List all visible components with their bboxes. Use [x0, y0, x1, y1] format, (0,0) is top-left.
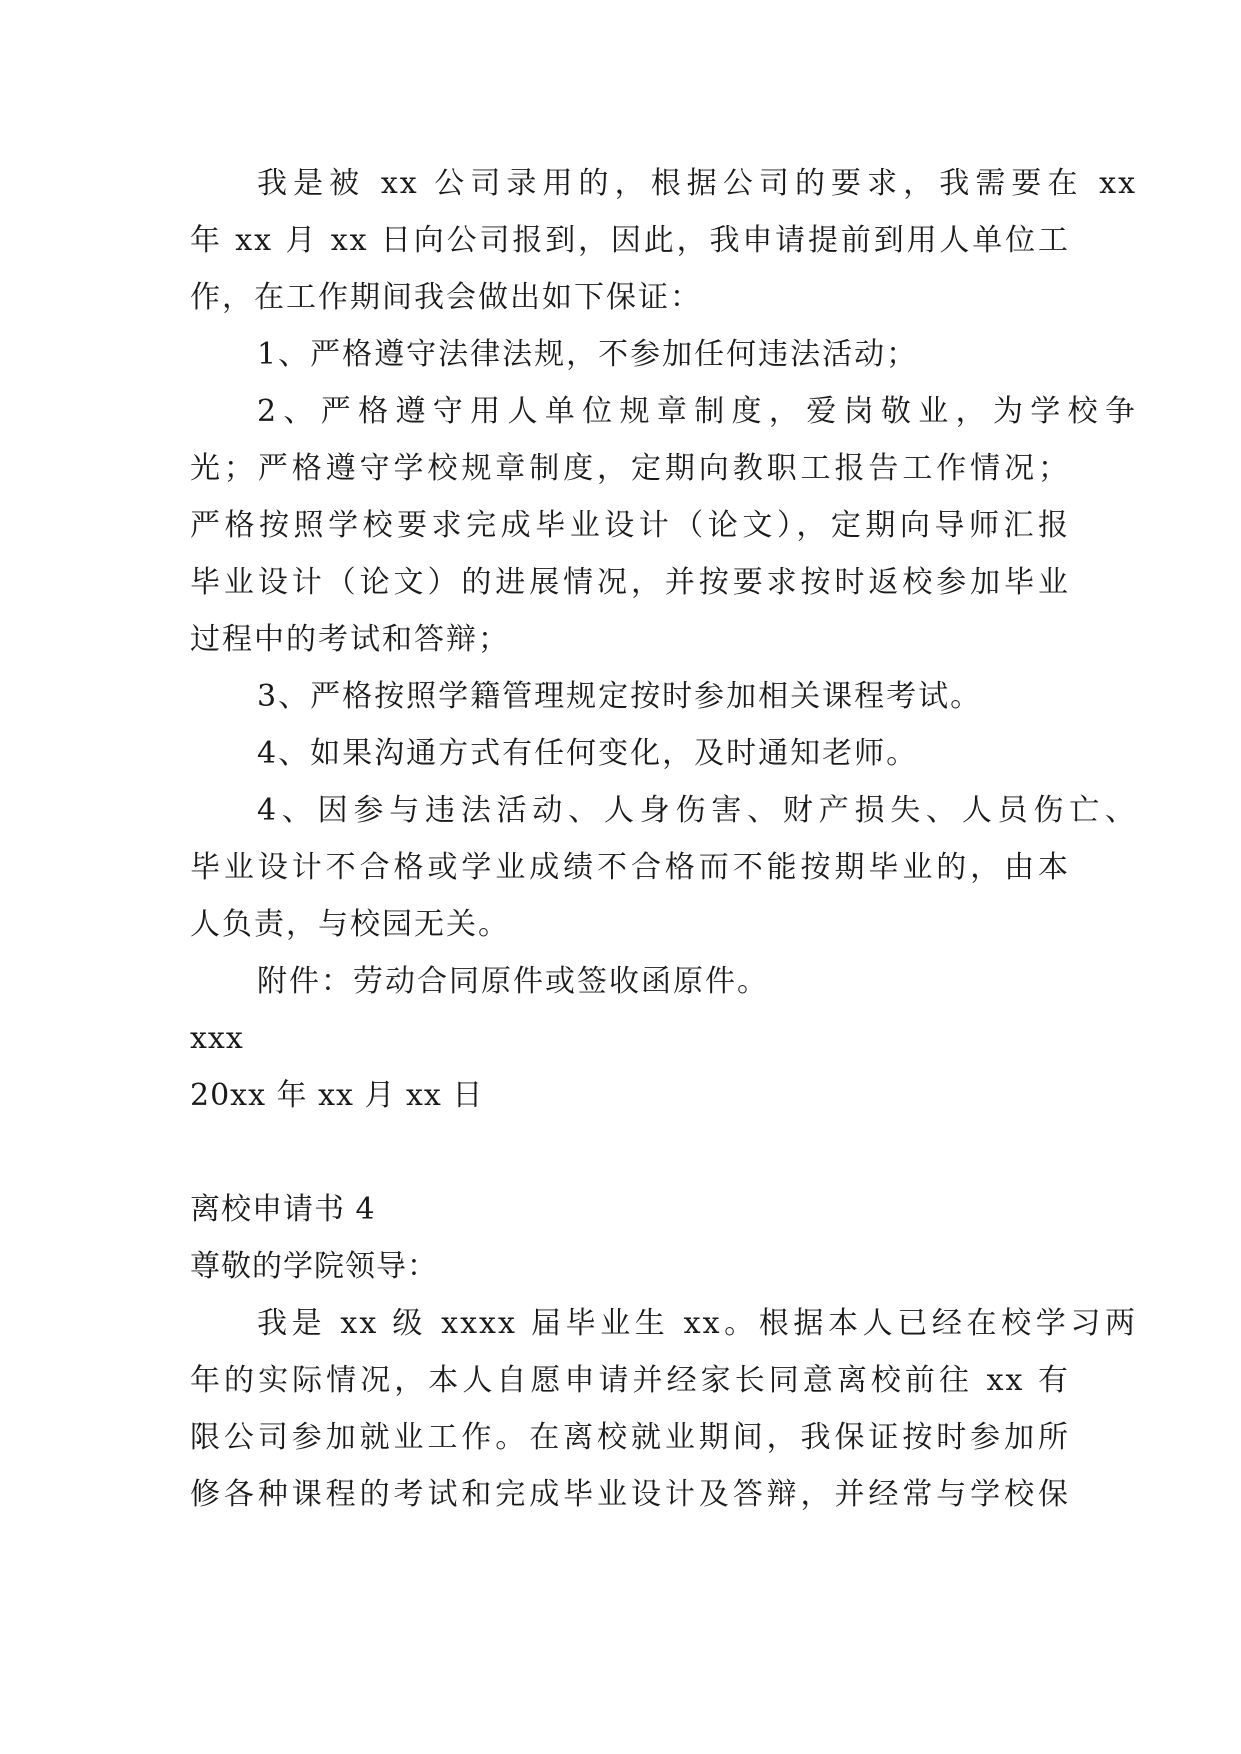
salutation: 尊敬的学院领导：	[190, 1249, 438, 1284]
attachment-line: 附件：劳动合同原件或签收函原件。	[257, 964, 769, 999]
list-item-line: 2、严格遵守用人单位规章制度，爱岗敬业，为学校争	[257, 394, 1137, 429]
paragraph-line: 年 xx 月 xx 日向公司报到，因此，我申请提前到用人单位工	[190, 223, 1070, 258]
list-item-line: 3、严格按照学籍管理规定按时参加相关课程考试。	[257, 679, 983, 714]
list-item-line: 毕业设计（论文）的进展情况，并按要求按时返校参加毕业	[190, 565, 1070, 600]
list-item-line: 光；严格遵守学校规章制度，定期向教职工报告工作情况；	[190, 451, 1070, 486]
list-item-line: 严格按照学校要求完成毕业设计（论文），定期向导师汇报	[190, 508, 1070, 543]
list-item-line: 4、因参与违法活动、人身伤害、财产损失、人员伤亡、	[257, 793, 1137, 828]
paragraph-line: 修各种课程的考试和完成毕业设计及答辩，并经常与学校保	[190, 1477, 1070, 1512]
signature-date: 20xx 年 xx 月 xx 日	[190, 1078, 484, 1113]
paragraph-line: 作，在工作期间我会做出如下保证：	[190, 280, 702, 315]
list-item-line: 毕业设计不合格或学业成绩不合格而不能按期毕业的，由本	[190, 850, 1070, 885]
paragraph-line: 我是 xx 级 xxxx 届毕业生 xx。根据本人已经在校学习两	[257, 1306, 1137, 1341]
signature-name: xxx	[190, 1021, 244, 1056]
list-item-line: 过程中的考试和答辩；	[190, 622, 510, 657]
paragraph-line: 限公司参加就业工作。在离校就业期间，我保证按时参加所	[190, 1420, 1070, 1455]
list-item-line: 1、严格遵守法律法规，不参加任何违法活动；	[257, 337, 919, 372]
list-item-line: 4、如果沟通方式有任何变化，及时通知老师。	[257, 736, 919, 771]
section-title: 离校申请书 4	[190, 1192, 376, 1227]
paragraph-line: 年的实际情况，本人自愿申请并经家长同意离校前往 xx 有	[190, 1363, 1070, 1398]
list-item-line: 人负责，与校园无关。	[190, 907, 510, 942]
paragraph-line: 我是被 xx 公司录用的，根据公司的要求，我需要在 xx	[257, 166, 1137, 201]
